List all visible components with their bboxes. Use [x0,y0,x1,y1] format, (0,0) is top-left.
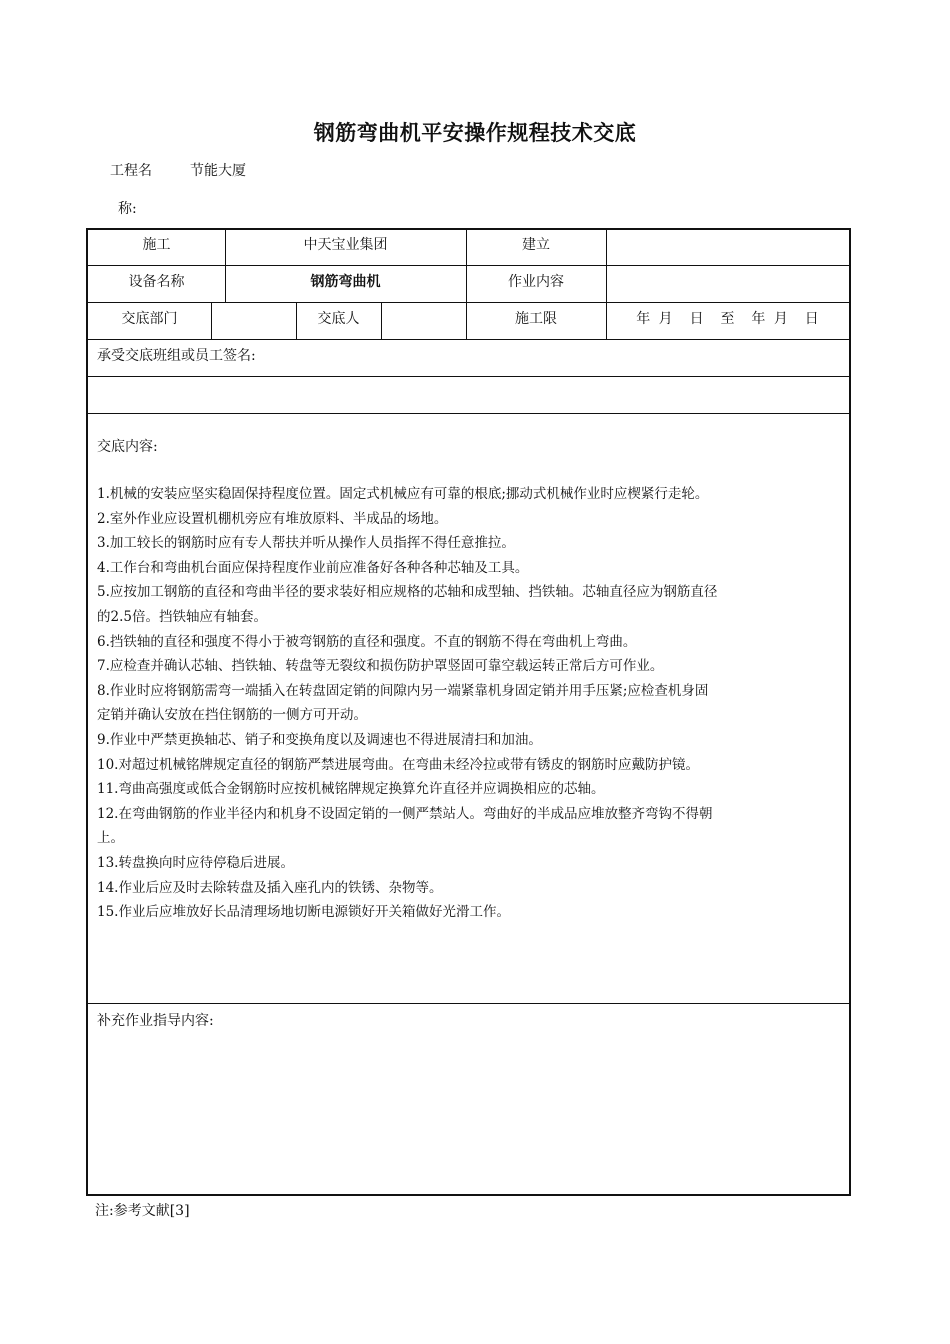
discloser-label: 交底人 [317,311,360,327]
row-divider [88,302,849,303]
list-item: 5.应按加工钢筋的直径和弯曲半径的要求装好相应规格的芯轴和成型轴、挡铁轴。芯轴直径应为钢筋直径 [97,584,718,601]
content-label: 交底内容: [97,439,158,455]
owner-label: 建立 [522,237,550,253]
supplement-label: 补充作业指导内容: [97,1013,214,1029]
list-item: 4.工作台和弯曲机台面应保持程度作业前应准备好各种各种芯轴及工具。 [97,559,529,576]
list-item: 的2.5倍。挡铁轴应有轴套。 [97,608,267,625]
project-name-label: 工程名 [110,163,152,179]
col-divider [381,302,382,339]
footnote: 注:参考文献[3] [95,1203,190,1219]
row-divider [88,339,849,340]
equipment-value: 钢筋弯曲机 [310,274,381,290]
construction-period-label: 施工限 [515,311,557,327]
row-divider [88,1003,849,1004]
disclosure-form [86,228,851,1196]
list-item: 定销并确认安放在挡住钢筋的一侧方可开动。 [97,707,367,724]
col-divider [211,302,212,339]
list-item: 10.对超过机械铭牌规定直径的钢筋严禁进展弯曲。在弯曲未经冷拉或带有锈皮的钢筋时应戴防护镜。 [97,756,699,773]
list-item: 12.在弯曲钢筋的作业半径内和机身不设固定销的一侧严禁站人。弯曲好的半成品应堆放整齐弯钩不得朝 [97,805,713,822]
row-divider [88,376,849,377]
list-item: 上。 [97,830,124,847]
list-item: 14.作业后应及时去除转盘及插入座孔内的铁锈、杂物等。 [97,879,443,896]
list-item: 7.应检查并确认芯轴、挡铁轴、转盘等无裂纹和损伤防护罩竖固可靠空载运转正常后方可作业。 [97,658,664,675]
list-item: 8.作业时应将钢筋需弯一端插入在转盘固定销的间隙内另一端紧靠机身固定销并用手压紧;应检查机身固 [97,682,709,699]
equipment-label: 设备名称 [128,274,185,290]
signature-label: 承受交底班组或员工签名: [97,348,256,364]
disclosure-content-list [97,482,847,925]
construction-period-value: 年 月 日 至 年 月 日 [636,311,819,327]
list-item: 15.作业后应堆放好长品清理场地切断电源锁好开关箱做好光滑工作。 [97,904,510,921]
list-item: 2.室外作业应设置机棚机旁应有堆放原料、半成品的场地。 [97,510,448,527]
list-item: 13.转盘换向时应待停稳后进展。 [97,854,294,871]
list-item: 1.机械的安装应坚实稳固保持程度位置。固定式机械应有可靠的根底;挪动式机械作业时应楔紧行走轮。 [97,486,709,502]
construction-label: 施工 [142,237,171,253]
list-item: 6.挡铁轴的直径和强度不得小于被弯钢筋的直径和强度。不直的钢筋不得在弯曲机上弯曲。 [97,633,637,650]
row-divider [88,413,849,414]
work-content-label: 作业内容 [508,274,564,290]
project-name-label-cont: 称: [118,201,137,217]
list-item: 11.弯曲高强度或低合金钢筋时应按机械铭牌规定换算允许直径并应调换相应的芯轴。 [97,781,605,798]
document-title: 钢筋弯曲机平安操作规程技术交底 [313,121,637,145]
list-item: 9.作业中严禁更换轴芯、销子和变换角度以及调速也不得进展清扫和加油。 [97,731,542,748]
list-item: 3.加工较长的钢筋时应有专人帮扶并听从操作人员指挥不得任意推拉。 [97,535,515,552]
construction-value: 中天宝业集团 [303,237,388,253]
row-divider [88,265,849,266]
project-name-value: 节能大厦 [190,163,246,179]
disclosure-dept-label: 交底部门 [121,311,178,327]
